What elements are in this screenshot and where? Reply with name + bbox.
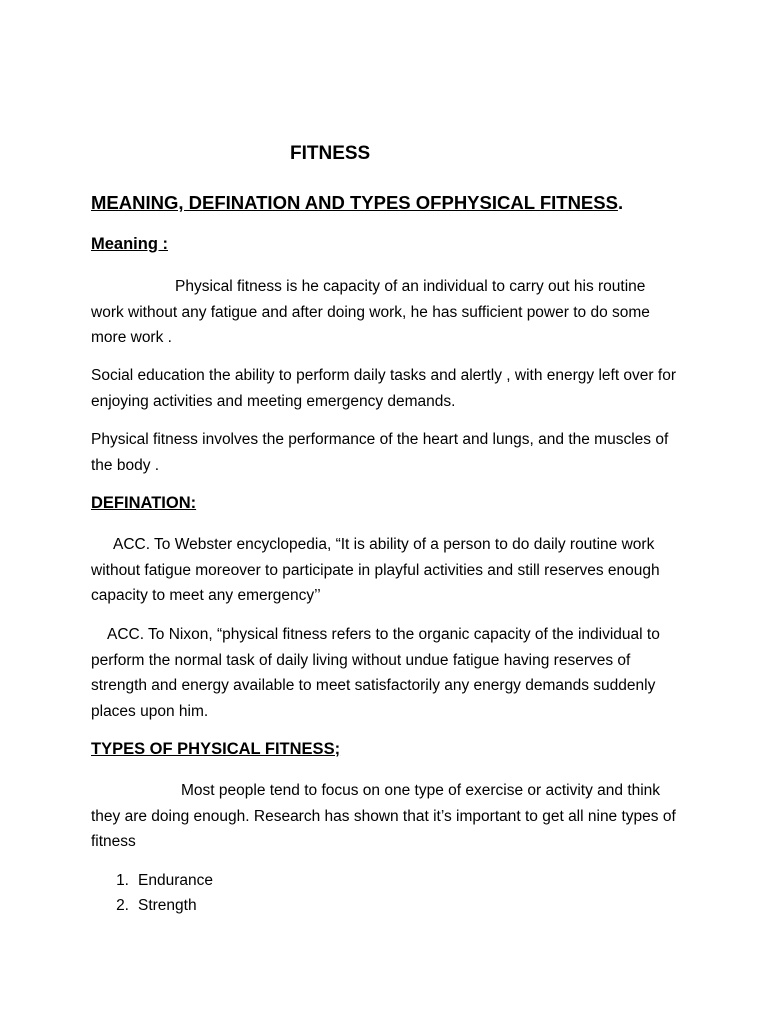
definition-paragraph-1 bbox=[91, 532, 681, 609]
types-heading: TYPES OF PHYSICAL FITNESS; bbox=[91, 740, 341, 758]
document-subtitle bbox=[91, 192, 623, 214]
types-list bbox=[91, 868, 213, 918]
subtitle-period: . bbox=[617, 192, 624, 213]
definition-paragraph-1-text: ACC. To Webster encyclopedia, “It is ability of a person to do daily routine work without fatigue moreover to participate in playful activities and still reserves enough capacity to meet any emergency’’ bbox=[91, 536, 660, 604]
definition-paragraph-2 bbox=[91, 622, 681, 724]
list-item-number: 1. bbox=[116, 872, 129, 889]
meaning-paragraph-1-text: Physical fitness is he capacity of an individual to carry out his routine work without any fatigue and after doing work, he has sufficient power to do some more work . bbox=[91, 278, 650, 346]
subtitle-underlined-text: MEANING, DEFINATION AND TYPES OFPHYSICAL FITNESS bbox=[91, 192, 618, 213]
list-item bbox=[91, 868, 213, 893]
meaning-heading: Meaning : bbox=[91, 235, 168, 253]
definition-paragraph-2-text: ACC. To Nixon, “physical fitness refers to the organic capacity of the individual to perform the normal task of daily living without undue fatigue having reserves of strength and energy available to meet satisfactorily any energy demands suddenly places upon him. bbox=[91, 626, 660, 720]
types-paragraph bbox=[91, 778, 681, 855]
meaning-paragraph-2: Social education the ability to perform daily tasks and alertly , with energy left over for enjoying activities and meeting emergency demands. bbox=[91, 367, 676, 410]
list-item-label: Strength bbox=[138, 897, 197, 914]
list-item bbox=[91, 893, 213, 918]
document-title: FITNESS bbox=[290, 143, 371, 164]
list-item-number: 2. bbox=[116, 897, 129, 914]
meaning-paragraph-3: Physical fitness involves the performance of the heart and lungs, and the muscles of the body . bbox=[91, 431, 669, 474]
types-paragraph-text: Most people tend to focus on one type of exercise or activity and think they are doing enough. Research has shown that it’s important to get all nine types of fitness bbox=[91, 782, 676, 850]
meaning-paragraph-1 bbox=[91, 274, 681, 351]
list-item-label: Endurance bbox=[138, 872, 213, 889]
definition-heading: DEFINATION: bbox=[91, 494, 197, 512]
